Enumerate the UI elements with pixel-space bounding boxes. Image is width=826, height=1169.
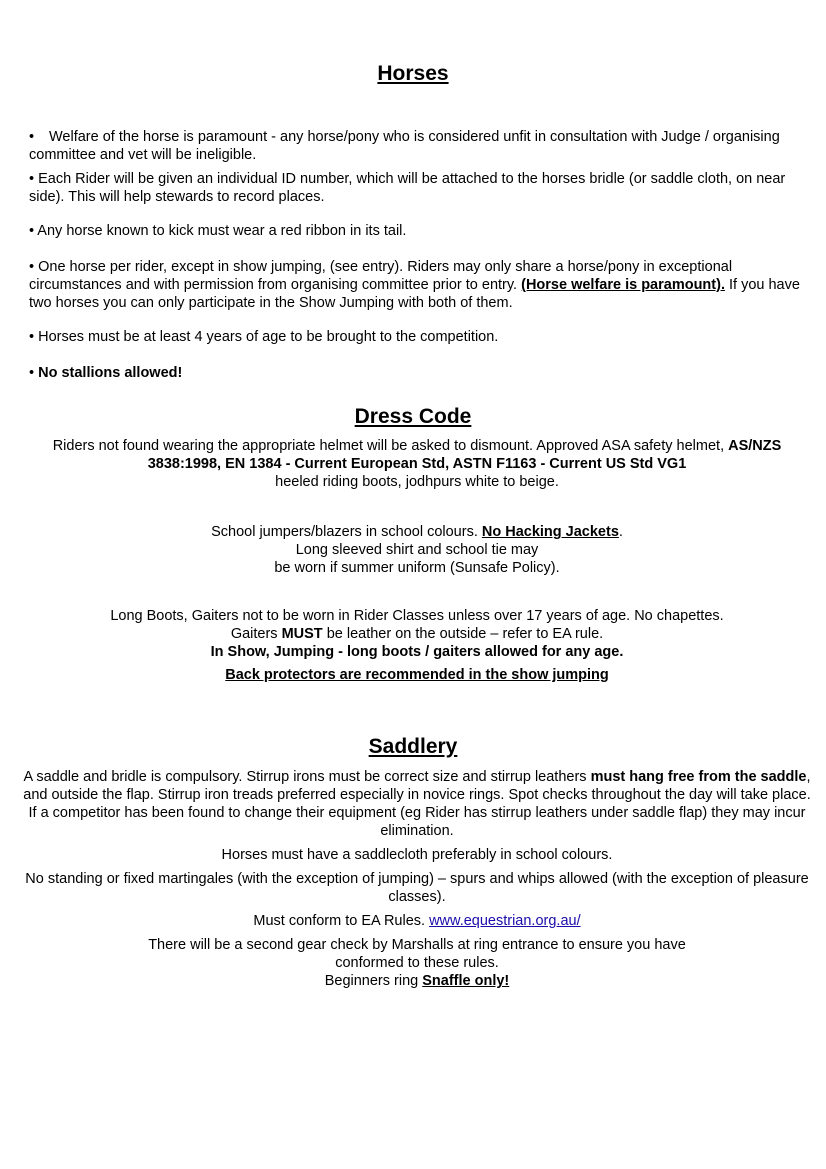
beginners-ring-text: Beginners ring — [324, 973, 423, 989]
dress-code-uniform — [22, 523, 812, 577]
gear-check-text: There will be a second gear check by Marshalls at ring entrance to ensure you have — [148, 937, 686, 953]
back-protectors-note: Back protectors are recommended in the show jumping — [225, 667, 609, 683]
equestrian-website-link[interactable]: www.equestrian.org.au/ — [429, 913, 581, 929]
summer-uniform-text: be worn if summer uniform (Sunsafe Policy). — [274, 560, 560, 576]
dress-code-boots — [22, 607, 812, 661]
horses-rule-kicking: • Any horse known to kick must wear a red ribbon in its tail. — [29, 223, 407, 239]
saddlery-compulsory — [22, 768, 812, 840]
horses-rule-welfare-text: Welfare of the horse is paramount - any horse/pony who is considered unfit in consultation with Judge / organising committee and vet will be ineligible. — [29, 129, 780, 163]
gaiters-text-c: be leather on the outside – refer to EA rule. — [322, 626, 604, 642]
horses-rule-stallions — [29, 364, 804, 382]
saddlery-heading: Saddlery — [368, 735, 458, 758]
uniform-text: School jumpers/blazers in school colours. — [211, 524, 482, 540]
bullet-glyph: • — [29, 129, 35, 145]
horses-rule-age: • Horses must be at least 4 years of age to be brought to the competition. — [29, 329, 499, 345]
conformed-text: conformed to these rules. — [335, 955, 499, 971]
stallions-bullet: • — [29, 365, 39, 381]
horses-rule-welfare — [29, 128, 804, 164]
ea-rules-text: Must conform to EA Rules. — [253, 913, 430, 929]
shirt-tie-text: Long sleeved shirt and school tie may — [295, 542, 539, 558]
one-horse-text-c: If you have two horses you can only participate in the Show Jumping with both of them. — [29, 277, 800, 311]
one-horse-text-a: • One horse per rider, except in show jumping, (see entry). Riders may only share a horse/pony in exceptional circumstances and with permission from organising committee prior to entry. — [29, 259, 733, 293]
helmet-standards: AS/NZS 3838:1998, EN 1384 - Current European Std, ASTN F1163 - Current US Std VG1 — [147, 438, 782, 472]
uniform-period: . — [618, 524, 623, 540]
helmet-text: Riders not found wearing the appropriate helmet will be asked to dismount. Approved ASA safety helmet, — [52, 438, 729, 454]
dress-code-heading: Dress Code — [354, 405, 472, 428]
saddle-text-c: , and outside the flap. Stirrup iron treads preferred especially in novice rings. Spot checks throughout the day will take place. If a competitor has been found to change their equipment (eg Rider has stirrup leathers under saddle flap) they may incur elimination. — [23, 769, 811, 839]
dress-code-helmet — [22, 437, 812, 491]
horses-rule-id-number: • Each Rider will be given an individual ID number, which will be attached to the horses bridle (or saddle cloth, on near side). This will help stewards to record places. — [29, 171, 786, 205]
horses-rule-one-horse — [29, 258, 804, 312]
horse-welfare-note: (Horse welfare is paramount). — [521, 277, 725, 293]
saddle-text-a: A saddle and bridle is compulsory. Stirrup irons must be correct size and stirrup leathers — [23, 769, 591, 785]
saddlery-saddlecloth: Horses must have a saddlecloth preferably in school colours. — [221, 847, 613, 863]
gaiters-must: MUST — [281, 626, 323, 642]
snaffle-only: Snaffle only! — [422, 973, 510, 989]
gaiters-text-a: Gaiters — [230, 626, 282, 642]
long-boots-text: Long Boots, Gaiters not to be worn in Rider Classes unless over 17 years of age. No chapettes. — [110, 608, 724, 624]
no-stallions-text: No stallions allowed! — [38, 365, 183, 381]
no-hacking-jackets: No Hacking Jackets — [481, 524, 619, 540]
saddlery-ea-rules — [22, 912, 812, 930]
show-jumping-boots-rule: In Show, Jumping - long boots / gaiters allowed for any age. — [210, 644, 624, 660]
boots-jodhpurs-text: heeled riding boots, jodhpurs white to beige. — [275, 474, 559, 490]
hang-free-text: must hang free from the saddle — [590, 769, 807, 785]
horses-heading: Horses — [377, 62, 449, 85]
saddlery-martingales: No standing or fixed martingales (with the exception of jumping) – spurs and whips allowed (with the exception of pleasure classes). — [25, 871, 809, 905]
saddlery-gear-check — [22, 936, 812, 990]
